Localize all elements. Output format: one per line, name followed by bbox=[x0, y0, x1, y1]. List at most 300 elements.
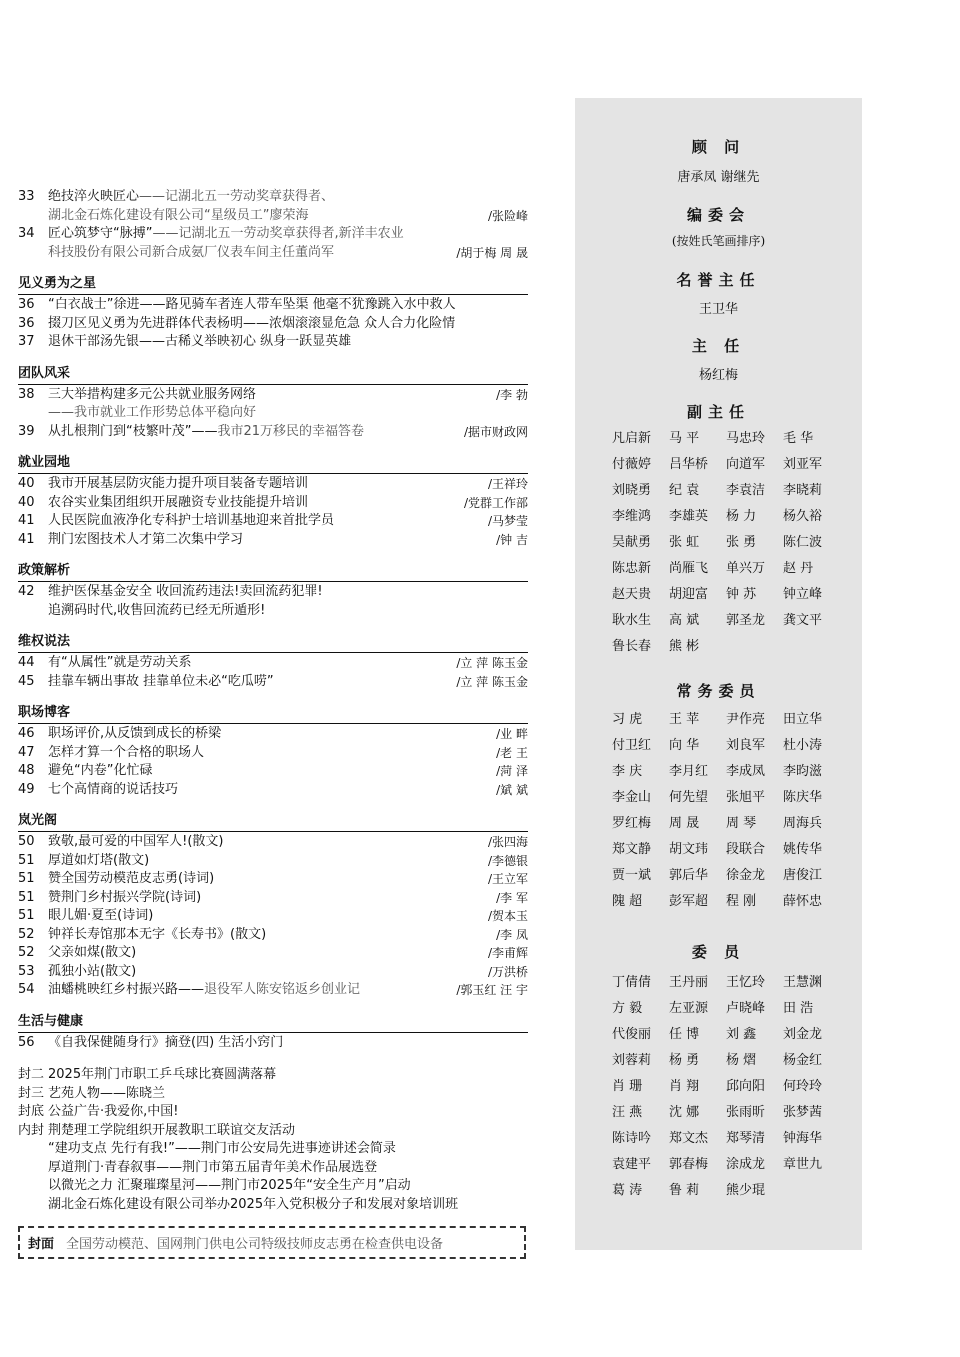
entry-main-title: 人民医院血液净化专科护士培训基地迎来首批学员 bbox=[48, 513, 335, 528]
entry-title bbox=[48, 833, 484, 852]
entry-author: /张险峰 bbox=[487, 208, 528, 223]
page-number: 36 bbox=[18, 297, 35, 312]
member-name: 吴献勇 bbox=[612, 535, 652, 550]
page-number: 44 bbox=[18, 655, 35, 670]
member-name: 陈忠新 bbox=[612, 561, 652, 576]
member-name: 何先望 bbox=[669, 790, 709, 805]
extra-page-label: 封二 bbox=[18, 1067, 45, 1082]
entry-main-title: 荆门宏图技术人才第二次集中学习 bbox=[48, 531, 244, 547]
member-name: 李雄英 bbox=[669, 509, 709, 524]
member-name: 赵 丹 bbox=[783, 561, 814, 576]
member-name: 李晓莉 bbox=[783, 483, 823, 498]
toc-entry[interactable] bbox=[18, 296, 528, 315]
entry-title bbox=[48, 744, 492, 763]
entry-main-title: 有“从属性”就是劳动关系 bbox=[48, 655, 192, 670]
entry-title bbox=[48, 1034, 524, 1053]
cover-caption bbox=[18, 1226, 526, 1259]
member-name: 贾一斌 bbox=[612, 868, 652, 883]
member-name: 李月红 bbox=[669, 764, 709, 779]
member-name: 吕华桥 bbox=[669, 457, 709, 472]
toc-entry[interactable] bbox=[18, 762, 528, 781]
page-number: 41 bbox=[18, 513, 35, 528]
entry-main-title: 退休干部汤先银——古稀义举映初心 纵身一跃显英雄 bbox=[48, 334, 352, 349]
member-name: 陈仁波 bbox=[783, 535, 823, 550]
member-name: 尹作亮 bbox=[726, 712, 766, 727]
entry-title bbox=[48, 926, 492, 945]
member-name: 薛怀忠 bbox=[783, 894, 823, 909]
entry-main-title: 避免“内卷”化忙碌 bbox=[48, 763, 153, 778]
page-number: 49 bbox=[18, 781, 35, 797]
entry-main-title: 钟祥长寿馆那本无字《长寿书》(散文) bbox=[48, 926, 267, 942]
page-number: 54 bbox=[18, 982, 35, 997]
page-number: 42 bbox=[18, 584, 35, 599]
member-name: 方 毅 bbox=[612, 1001, 643, 1016]
entry-author: /万洪桥 bbox=[487, 964, 528, 979]
entry-author: /菏 泽 bbox=[496, 764, 528, 778]
toc-entry[interactable] bbox=[18, 907, 528, 926]
member-name: 郭圣龙 bbox=[726, 613, 766, 628]
member-name: 张 勇 bbox=[726, 535, 757, 550]
member-name: 杜小涛 bbox=[783, 738, 823, 753]
toc-entry[interactable] bbox=[18, 852, 528, 871]
member-name: 沈 娜 bbox=[669, 1105, 700, 1120]
entry-author: /钟 吉 bbox=[496, 532, 528, 547]
entry-title bbox=[48, 870, 484, 889]
member-name: 龚文平 bbox=[783, 613, 823, 628]
member-name: 鲁长春 bbox=[612, 639, 652, 654]
member-name: 耿水生 bbox=[612, 613, 652, 628]
entry-main-title: 三大举措构建多元公共就业服务网络 bbox=[48, 386, 257, 402]
member-name: 王慧渊 bbox=[783, 975, 823, 990]
extra-page-label: 封三 bbox=[18, 1085, 45, 1101]
extra-page-label: 封底 bbox=[18, 1104, 45, 1119]
member-name: 李袁洁 bbox=[726, 483, 766, 498]
member-name: 刘晓勇 bbox=[612, 483, 652, 498]
toc-entry[interactable] bbox=[18, 1034, 528, 1053]
advisor-title: 顾 问 bbox=[691, 138, 746, 156]
member-name: 鲁 莉 bbox=[669, 1183, 700, 1198]
members-title: 委 员 bbox=[691, 943, 746, 961]
table-of-contents bbox=[18, 188, 528, 1259]
entry-main-title: 父亲如煤(散文) bbox=[48, 945, 137, 960]
member-name: 高 斌 bbox=[669, 613, 700, 628]
entry-title bbox=[48, 225, 524, 244]
toc-entry[interactable] bbox=[18, 333, 528, 352]
member-name: 周 晟 bbox=[669, 816, 700, 831]
extra-page-entry[interactable] bbox=[18, 1140, 528, 1159]
member-name: 郭春梅 bbox=[669, 1157, 709, 1172]
toc-entry[interactable] bbox=[18, 870, 528, 889]
member-name: 付薇婷 bbox=[612, 457, 652, 472]
member-name: 唐俊江 bbox=[783, 868, 823, 883]
member-name: 李昀滋 bbox=[783, 764, 823, 779]
page-number: 51 bbox=[18, 889, 35, 905]
entry-author: /张四海 bbox=[487, 835, 528, 849]
entry-title bbox=[48, 852, 484, 871]
toc-entry[interactable] bbox=[18, 673, 528, 692]
member-name: 胡文玮 bbox=[669, 842, 709, 857]
member-name: 赵天贵 bbox=[612, 587, 652, 602]
page-number: 53 bbox=[18, 963, 35, 979]
toc-entry[interactable] bbox=[18, 188, 528, 207]
entry-title bbox=[48, 207, 484, 226]
page-number: 45 bbox=[18, 673, 35, 689]
member-name: 张雨昕 bbox=[726, 1105, 766, 1120]
member-name: 郑琴清 bbox=[726, 1131, 766, 1146]
member-name: 章世九 bbox=[783, 1157, 823, 1172]
entry-main-title: 我市开展基层防灾能力提升项目装备专题培训 bbox=[48, 476, 309, 491]
member-name: 钟海华 bbox=[783, 1131, 823, 1146]
page-number: 56 bbox=[18, 1034, 35, 1050]
page-number: 52 bbox=[18, 926, 35, 942]
entry-title bbox=[48, 244, 452, 263]
member-name: 任 博 bbox=[669, 1027, 700, 1042]
member-name: 葛 涛 bbox=[612, 1183, 643, 1198]
entry-title bbox=[48, 531, 492, 550]
entry-author: /斌 斌 bbox=[496, 782, 528, 797]
entry-author: /李 凤 bbox=[496, 927, 528, 942]
entry-author: /胡于梅 周 晟 bbox=[456, 245, 528, 260]
entry-main-title: 匠心筑梦守“脉搏” bbox=[48, 226, 153, 241]
member-name: 程 刚 bbox=[726, 894, 757, 909]
page-number: 41 bbox=[18, 531, 35, 547]
extra-page-entry[interactable] bbox=[18, 1122, 528, 1141]
honorary-title: 名誉主任 bbox=[676, 271, 761, 289]
entry-title bbox=[48, 673, 452, 692]
toc-entry[interactable] bbox=[18, 744, 528, 763]
entry-main-title: 赞全国劳动模范皮志勇(诗词) bbox=[48, 871, 215, 886]
member-name: 刘蓉莉 bbox=[612, 1053, 652, 1068]
entry-subtitle: 记湖北五一劳动奖章获得者,新洋丰农业 bbox=[178, 226, 404, 241]
entry-title bbox=[48, 296, 524, 315]
entry-title bbox=[48, 188, 524, 207]
page-number: 40 bbox=[18, 494, 35, 510]
toc-entry[interactable] bbox=[18, 833, 528, 852]
member-name: 徐金龙 bbox=[726, 868, 766, 883]
entry-author: /老 王 bbox=[496, 745, 528, 760]
toc-entry[interactable] bbox=[18, 404, 528, 423]
entry-title bbox=[48, 907, 484, 926]
extra-page-entry[interactable] bbox=[18, 1177, 528, 1196]
entry-title bbox=[48, 889, 492, 908]
member-name: 周 琴 bbox=[726, 816, 757, 831]
page-number: 39 bbox=[18, 423, 35, 439]
member-name: 李成凤 bbox=[726, 764, 766, 779]
entry-subtitle: 我市21万移民的幸福答卷 bbox=[217, 423, 365, 439]
entry-main-title: 农谷实业集团组织开展融资专业技能提升培训 bbox=[48, 494, 309, 510]
extra-page-text: 2025年荆门市职工乒乓球比赛圆满落幕 bbox=[48, 1067, 277, 1082]
extra-page-label: 内封 bbox=[18, 1122, 45, 1138]
member-name: 肖 珊 bbox=[612, 1079, 643, 1094]
member-name: 杨金红 bbox=[783, 1053, 823, 1068]
page-number: 47 bbox=[18, 744, 35, 760]
toc-entry[interactable] bbox=[18, 386, 528, 405]
member-name: 尚雁飞 bbox=[669, 561, 709, 576]
member-name: 代俊丽 bbox=[612, 1027, 652, 1042]
entry-author: /郭玉红 汪 宇 bbox=[456, 983, 528, 997]
entry-subtitle: 科技股份有限公司新合成氨厂仪表车间主任董尚军 bbox=[48, 244, 335, 260]
entry-title bbox=[48, 981, 452, 1000]
members-grid bbox=[612, 974, 862, 1200]
entry-title bbox=[48, 386, 492, 405]
entry-main-title: 眼儿媚·夏至(诗词) bbox=[48, 908, 154, 923]
toc-entry[interactable] bbox=[18, 315, 528, 334]
extra-page-entry[interactable] bbox=[18, 1159, 528, 1178]
member-name: 田立华 bbox=[783, 712, 823, 727]
member-name: 卢晓峰 bbox=[726, 1001, 766, 1016]
member-name: 熊少琨 bbox=[726, 1183, 766, 1198]
entry-main-title: 绝技淬火映匠心 bbox=[48, 189, 140, 204]
board-title: 编委会 bbox=[686, 206, 750, 224]
member-name: 何玲玲 bbox=[783, 1079, 823, 1094]
page-number: 51 bbox=[18, 908, 35, 923]
toc-entry[interactable] bbox=[18, 781, 528, 800]
page-number: 51 bbox=[18, 871, 35, 886]
member-name: 涂成龙 bbox=[726, 1157, 766, 1172]
section-heading: 生活与健康 bbox=[18, 1013, 528, 1033]
toc-entry[interactable] bbox=[18, 926, 528, 945]
entry-main-title: 挂靠车辆出事故 挂靠单位未必“吃瓜唠” bbox=[48, 673, 274, 689]
entry-title bbox=[48, 423, 460, 442]
entry-main-title: “白衣战士”徐进——路见骑车者连人带车坠渠 他毫不犹豫跳入水中救人 bbox=[48, 297, 456, 312]
member-name: 张梦茜 bbox=[783, 1105, 823, 1120]
standing-members-grid bbox=[612, 711, 862, 911]
page-number: 51 bbox=[18, 852, 35, 868]
standing-title: 常务委员 bbox=[676, 682, 761, 700]
member-name: 郑文静 bbox=[612, 842, 652, 857]
extra-page-text: “建功支点 先行有我!”——荆门市公安局先进事迹讲述会简录 bbox=[48, 1141, 396, 1156]
entry-main-title: 油蟠桃映红乡村振兴路—— bbox=[48, 982, 205, 997]
entry-main-title: 赞荆门乡村振兴学院(诗词) bbox=[48, 889, 202, 905]
entry-main-title: 厚道如灯塔(散文) bbox=[48, 852, 150, 868]
member-name: 熊 彬 bbox=[669, 639, 700, 654]
extra-page-text: 湖北金石炼化建设有限公司举办2025年入党积极分子和发展对象培训班 bbox=[48, 1196, 459, 1212]
entry-subtitle: 记湖北五一劳动奖章获得者、 bbox=[165, 189, 335, 204]
entry-title bbox=[48, 781, 492, 800]
entry-author: /据市财政网 bbox=[463, 424, 528, 439]
member-name: 杨 熠 bbox=[726, 1053, 757, 1068]
member-name: 刘亚军 bbox=[783, 457, 823, 472]
member-name: 马 平 bbox=[669, 431, 700, 446]
member-name: 陈诗吟 bbox=[612, 1131, 652, 1146]
entry-dash: —— bbox=[139, 189, 166, 204]
entry-main-title: 怎样才算一个合格的职场人 bbox=[48, 744, 205, 760]
director: 杨红梅 bbox=[698, 368, 738, 383]
member-name: 刘 鑫 bbox=[726, 1027, 757, 1042]
member-name: 刘金龙 bbox=[783, 1027, 823, 1042]
page-number: 40 bbox=[18, 476, 35, 491]
entry-author: /李 勃 bbox=[496, 387, 528, 402]
entry-subtitle: ——我市就业工作形势总体平稳向好 bbox=[48, 405, 257, 420]
entry-author: /马梦莹 bbox=[487, 514, 528, 528]
entry-author: /贺本玉 bbox=[487, 909, 528, 923]
member-name: 郭后华 bbox=[669, 868, 709, 883]
toc-entry[interactable] bbox=[18, 583, 528, 602]
entry-author: /业 畔 bbox=[496, 727, 528, 741]
member-name: 向 华 bbox=[669, 738, 700, 753]
page-number: 46 bbox=[18, 726, 35, 741]
member-name: 郑文杰 bbox=[669, 1131, 709, 1146]
deputy-title: 副主任 bbox=[686, 403, 750, 421]
entry-title bbox=[48, 315, 524, 334]
entry-author: /立 萍 陈玉金 bbox=[456, 656, 528, 670]
member-name: 纪 袁 bbox=[669, 483, 700, 498]
section-heading: 团队风采 bbox=[18, 365, 528, 385]
member-name: 彭军超 bbox=[669, 894, 709, 909]
member-name: 凡启新 bbox=[612, 431, 652, 446]
extra-page-text: 公益广告·我爱你,中国! bbox=[48, 1104, 179, 1119]
member-name: 左亚源 bbox=[669, 1001, 709, 1016]
page-number: 38 bbox=[18, 386, 35, 402]
member-name: 杨久裕 bbox=[783, 509, 823, 524]
cover-label: 封面 bbox=[28, 1237, 55, 1252]
extra-page-entry[interactable] bbox=[18, 1066, 528, 1085]
page-number: 52 bbox=[18, 945, 35, 960]
member-name: 袁建平 bbox=[612, 1157, 652, 1172]
entry-subtitle: 湖北金石炼化建设有限公司“星级员工”廖荣海 bbox=[48, 207, 309, 223]
member-name: 邱向阳 bbox=[726, 1079, 766, 1094]
section-heading: 见义勇为之星 bbox=[18, 275, 528, 295]
member-name: 毛 华 bbox=[783, 431, 814, 446]
toc-entry[interactable] bbox=[18, 944, 528, 963]
member-name: 段联合 bbox=[726, 842, 766, 857]
toc-entry[interactable] bbox=[18, 423, 528, 442]
page-number: 36 bbox=[18, 315, 35, 331]
entry-main-title: 七个高情商的说话技巧 bbox=[48, 781, 179, 797]
member-name: 李金山 bbox=[612, 790, 652, 805]
entry-main-title: 致敬,最可爱的中国军人!(散文) bbox=[48, 834, 224, 849]
member-name: 肖 翔 bbox=[669, 1079, 700, 1094]
section-heading: 政策解析 bbox=[18, 562, 528, 582]
member-name: 丁倩倩 bbox=[612, 975, 652, 990]
entry-title bbox=[48, 512, 484, 531]
page-number: 34 bbox=[18, 226, 35, 241]
page-number: 50 bbox=[18, 834, 35, 849]
extra-pages-list bbox=[18, 1066, 528, 1214]
member-name: 李 庆 bbox=[612, 764, 643, 779]
entry-main-title: 掇刀区见义勇为先进群体代表杨明——浓烟滚滚显危急 众人合力化险情 bbox=[48, 315, 456, 331]
entry-author: /王祥玲 bbox=[487, 477, 528, 491]
member-name: 张旭平 bbox=[726, 790, 766, 805]
member-name: 张 虹 bbox=[669, 535, 700, 550]
member-name: 王忆玲 bbox=[726, 975, 766, 990]
honorary-director: 王卫华 bbox=[698, 302, 738, 317]
toc-entry[interactable] bbox=[18, 225, 528, 244]
entry-subtitle: 退役军人陈安铭返乡创业记 bbox=[204, 982, 361, 997]
member-name: 王 苹 bbox=[669, 712, 700, 727]
entry-main-title: 追溯码时代,收售回流药已经无所遁形! bbox=[48, 602, 266, 618]
extra-page-entry[interactable] bbox=[18, 1196, 528, 1215]
entry-author: /王立军 bbox=[487, 872, 528, 886]
entry-title bbox=[48, 963, 484, 982]
member-name: 刘良军 bbox=[726, 738, 766, 753]
entry-main-title: 从扎根荆门到“枝繁叶茂”—— bbox=[48, 423, 218, 439]
extra-page-entry[interactable] bbox=[18, 1085, 528, 1104]
toc-entry[interactable] bbox=[18, 207, 528, 226]
board-note: (按姓氏笔画排序) bbox=[671, 234, 766, 248]
member-name: 罗红梅 bbox=[612, 816, 652, 831]
entry-title bbox=[48, 583, 524, 602]
toc-entry[interactable] bbox=[18, 981, 528, 1000]
member-name: 单兴万 bbox=[726, 561, 766, 576]
toc-entry[interactable] bbox=[18, 512, 528, 531]
entry-author: /李德银 bbox=[487, 853, 528, 868]
entry-main-title: 《自我保健随身行》摘登(四) 生活小窍门 bbox=[48, 1034, 284, 1050]
entry-author: /李甫辉 bbox=[487, 946, 528, 960]
deputy-directors-grid bbox=[612, 430, 862, 656]
extra-page-entry[interactable] bbox=[18, 1103, 528, 1122]
entry-main-title: 维护医保基金安全 收回流药违法!卖回流药犯罪! bbox=[48, 584, 323, 599]
entry-main-title: 职场评价,从反馈到成长的桥梁 bbox=[48, 726, 222, 741]
toc-entry[interactable] bbox=[18, 602, 528, 621]
member-name: 钟立峰 bbox=[783, 587, 823, 602]
member-name: 胡迎富 bbox=[669, 587, 709, 602]
member-name: 习 虎 bbox=[612, 712, 643, 727]
extra-page-text: 艺苑人物——陈晓兰 bbox=[48, 1085, 166, 1101]
entry-dash: —— bbox=[152, 226, 179, 241]
member-name: 汪 燕 bbox=[612, 1105, 643, 1120]
member-name: 李维鸿 bbox=[612, 509, 652, 524]
entry-title bbox=[48, 762, 492, 781]
entry-author: /李 军 bbox=[496, 890, 528, 905]
entry-author: /立 萍 陈玉金 bbox=[456, 674, 528, 689]
member-name: 马忠玲 bbox=[726, 431, 766, 446]
member-name: 杨 力 bbox=[726, 509, 757, 524]
section-heading: 岚光阁 bbox=[18, 812, 528, 832]
page-number: 37 bbox=[18, 334, 35, 349]
member-name: 隗 超 bbox=[612, 894, 643, 909]
member-name: 姚传华 bbox=[783, 842, 823, 857]
member-name: 田 浩 bbox=[783, 1001, 814, 1016]
member-name: 陈庆华 bbox=[783, 790, 823, 805]
extra-page-text: 以微光之力 汇聚璀璨星河——荆门市2025年“安全生产月”启动 bbox=[48, 1178, 411, 1193]
extra-page-text: 厚道荆门·青春叙事——荆门市第五届青年美术作品展选登 bbox=[48, 1159, 378, 1175]
member-name: 钟 苏 bbox=[726, 587, 757, 602]
toc-entry[interactable] bbox=[18, 475, 528, 494]
toc-entry[interactable] bbox=[18, 654, 528, 673]
toc-entry[interactable] bbox=[18, 494, 528, 513]
cover-text: 全国劳动模范、国网荆门供电公司特级技师皮志勇在检查供电设备 bbox=[66, 1237, 444, 1252]
member-name: 付卫红 bbox=[612, 738, 652, 753]
member-name: 王丹丽 bbox=[669, 975, 709, 990]
entry-title bbox=[48, 725, 492, 744]
member-name: 杨 勇 bbox=[669, 1053, 700, 1068]
advisors: 唐承凤 谢继先 bbox=[677, 170, 760, 185]
section-heading: 就业园地 bbox=[18, 454, 528, 474]
page-number: 33 bbox=[18, 189, 35, 204]
toc-entry[interactable] bbox=[18, 531, 528, 550]
extra-page-text: 荆楚理工学院组织开展教职工联谊交友活动 bbox=[48, 1122, 296, 1138]
entry-title bbox=[48, 654, 452, 673]
editorial-board-panel bbox=[575, 98, 862, 1250]
section-heading: 维权说法 bbox=[18, 633, 528, 653]
toc-entry[interactable] bbox=[18, 725, 528, 744]
entry-title bbox=[48, 404, 524, 423]
entry-main-title: 孤独小站(散文) bbox=[48, 963, 137, 979]
entry-title bbox=[48, 333, 524, 352]
member-name: 周海兵 bbox=[783, 816, 823, 831]
entry-title bbox=[48, 944, 484, 963]
toc-entry[interactable] bbox=[18, 889, 528, 908]
entry-title bbox=[48, 475, 484, 494]
entry-title bbox=[48, 602, 524, 621]
toc-entry[interactable] bbox=[18, 963, 528, 982]
entry-author: /党群工作部 bbox=[463, 495, 528, 510]
toc-entry[interactable] bbox=[18, 244, 528, 263]
entry-title bbox=[48, 494, 460, 513]
director-title: 主 任 bbox=[691, 337, 746, 355]
member-name: 向道军 bbox=[726, 457, 766, 472]
